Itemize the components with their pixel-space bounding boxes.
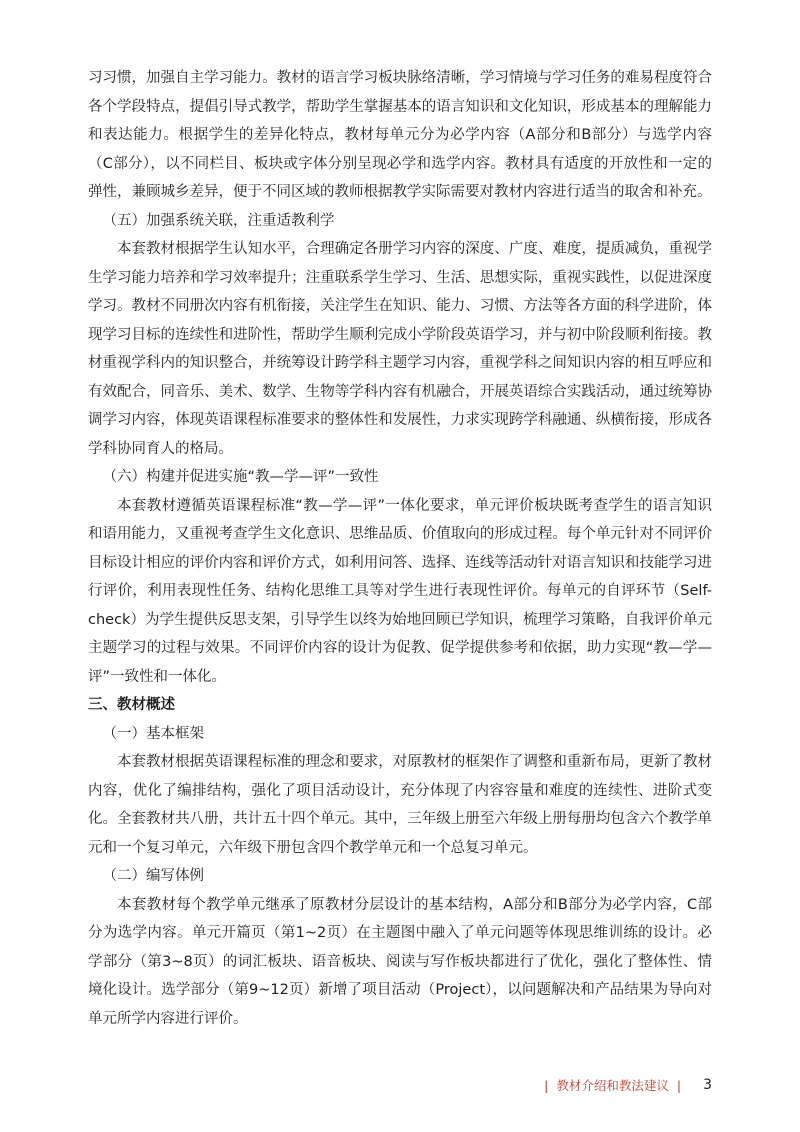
section-heading-5: （五）加强系统关联，注重适教利学 [102, 212, 335, 229]
footer-divider-right: | [676, 1077, 682, 1093]
chapter-heading-overview: 三、教材概述 [88, 697, 175, 713]
paragraph-system-link: 本套教材根据学生认知水平，合理确定各册学习内容的深度、广度、难度，提质减负，重视学生学习能力培养和学习效率提升；注重联系学生学习、生活、思想实际，重视实践性，以促进深度学习。教材不同册次内容有机衔接，关注学生在知识、能力、习惯、方法等各方面的科学进阶，体现学习目标的连续性和进阶性，帮助学生顺利完成小学阶段英语学习，并与初中阶段顺利衔接。教材重视学科内的知识整合，并统筹设计跨学科主题学习内容，重视学科之间知识内容的相互呼应和有效配合，同音乐、美术、数学、生物等学科内容有机融合，开展英语综合实践活动，通过统筹协调学习内容，体现英语课程标准要求的整体性和发展性，力求实现跨学科融通、纵横衔接，形成各学科协同育人的格局。 [88, 241, 712, 457]
paragraph-framework: 本套教材根据英语课程标准的理念和要求，对原教材的框架作了调整和重新布局，更新了教材内容，优化了编排结构，强化了项目活动设计，充分体现了内容容量和难度的连续性、进阶式变化。全套教材共八册，共计五十四个单元。其中，三年级上册至六年级上册每册均包含六个教学单元和一个复习单元，六年级下册包含四个教学单元和一个总复习单元。 [88, 754, 712, 856]
section-heading-6: （六）构建并促进实施“教—学—评”一致性 [102, 469, 379, 485]
footer-section-title: 教材介绍和教法建议 [556, 1078, 669, 1093]
paragraph-layout: 本套教材每个教学单元继承了原教材分层设计的基本结构，A部分和B部分为必学内容，C部分为选学内容。单元开篇页（第1~2页）在主题图中融入了单元问题等体现思维训练的设计。必学部分（第3~8页）的词汇板块、语音板块、阅读与写作板块都进行了优化，强化了整体性、情境化设计。选学部分（第9~12页）新增了项目活动（Project），以问题解决和产品结果为导向对单元所学内容进行评价。 [88, 896, 712, 1027]
paragraph-evaluation: 本套教材遵循英语课程标准“教—学—评”一体化要求，单元评价板块既考查学生的语言知识和语用能力，又重视考查学生文化意识、思维品质、价值取向的形成过程。每个单元针对不同评价目标设计相应的评价内容和评价方式，如利用问答、选择、连线等活动针对语言知识和技能学习进行评价，利用表现性任务、结构化思维工具等对学生进行表现性评价。每单元的自评环节（Self-check）为学生提供反思支架，引导学生以终为始地回顾已学知识，梳理学习策略，自我评价单元主题学习的过程与效果。不同评价内容的设计为促教、促学提供参考和依据，助力实现“教—学—评”一致性和一体化。 [88, 497, 712, 685]
page-footer [544, 1076, 712, 1094]
section-heading-layout: （二）编写体例 [102, 868, 204, 884]
section-heading-framework: （一）基本框架 [102, 725, 204, 742]
page-number: 3 [703, 1077, 712, 1093]
paragraph-continued: 习习惯，加强自主学习能力。教材的语言学习板块脉络清晰，学习情境与学习任务的难易程度符合各个学段特点，提倡引导式教学，帮助学生掌握基本的语言知识和文化知识，形成基本的理解能力和表达能力。根据学生的差异化特点，教材每单元分为必学内容（A部分和B部分）与选学内容（C部分），以不同栏目、板块或字体分别呈现必学和选学内容。教材具有适度的开放性和一定的弹性，兼顾城乡差异，便于不同区域的教师根据教学实际需要对教材内容进行适当的取舍和补充。 [88, 70, 712, 200]
footer-divider-left: | [544, 1077, 549, 1093]
page-body [88, 64, 712, 1033]
